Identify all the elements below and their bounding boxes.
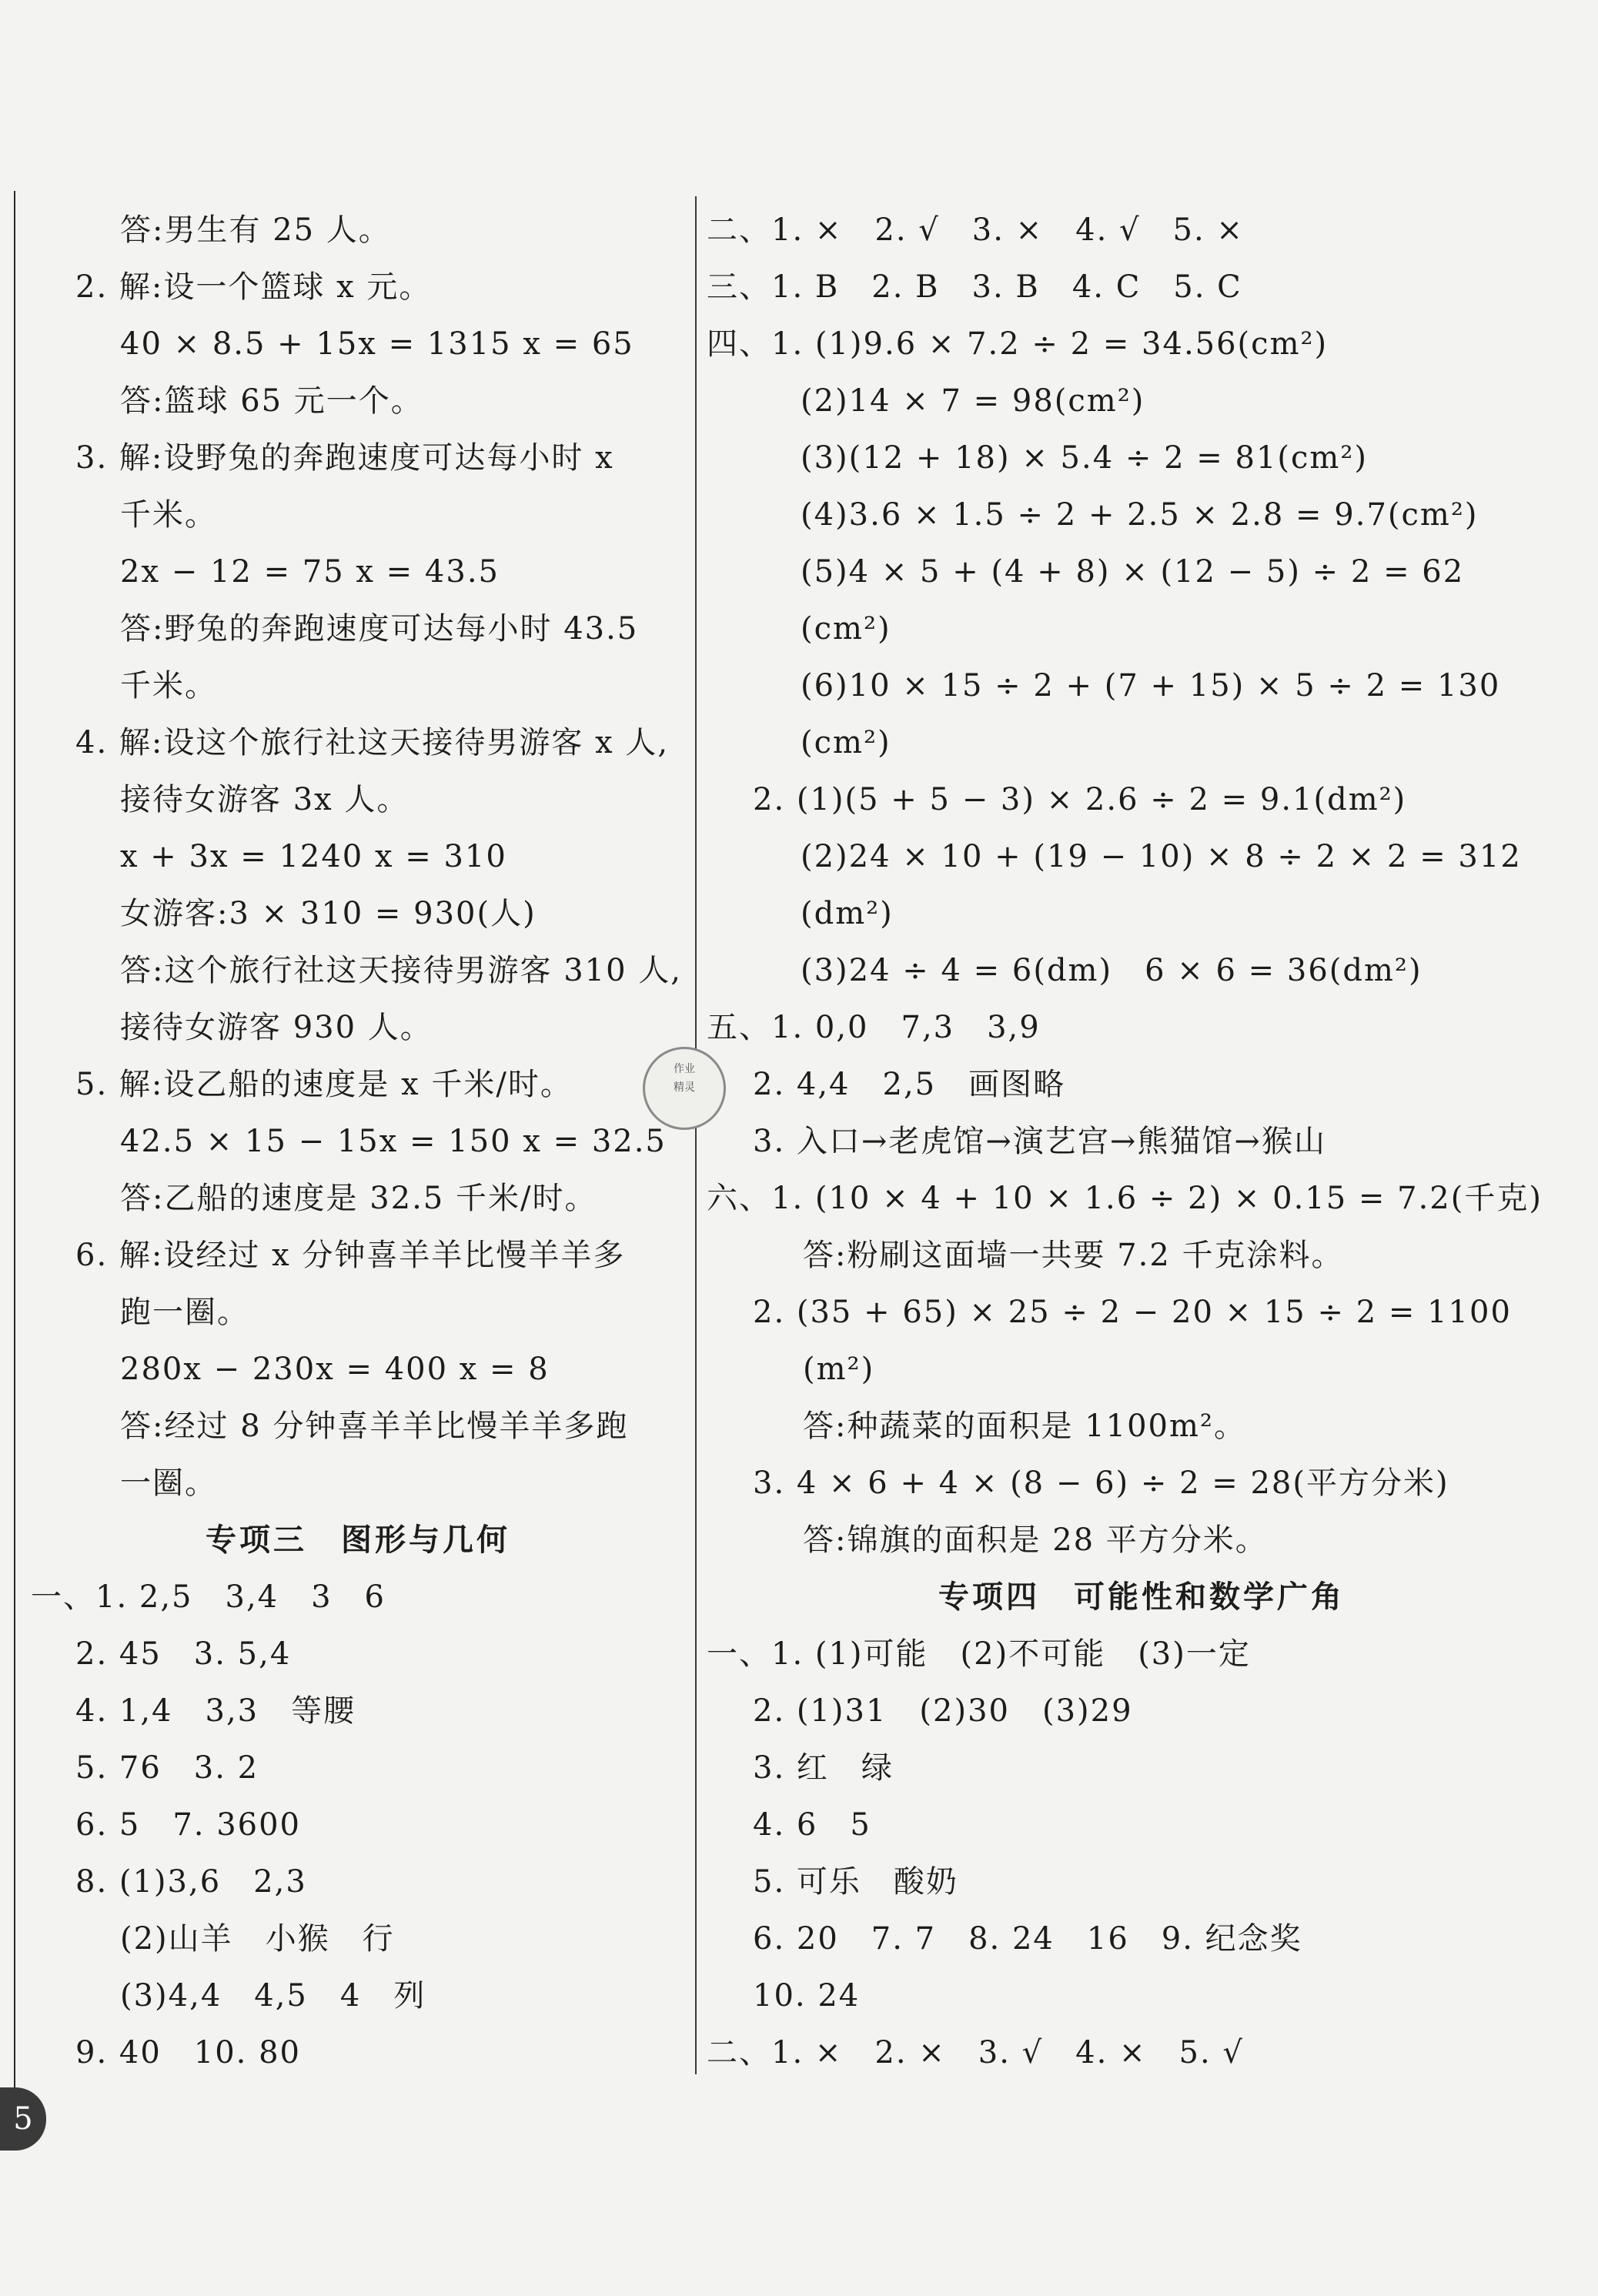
continuation-line: 跑一圈。 — [120, 1295, 249, 1330]
equation-line: x + 3x = 1240 x = 310 — [120, 839, 507, 874]
problem-line: 3. 解:设野兔的奔跑速度可达每小时 x — [75, 440, 614, 476]
equation-line: 40 × 8.5 + 15x = 1315 x = 65 — [120, 326, 634, 362]
answer-line: 答:篮球 65 元一个。 — [120, 383, 423, 419]
section-line: 三、1. B 2. B 3. B 4. C 5. C — [707, 269, 1242, 305]
subpart-line: (6)10 × 15 ÷ 2 + (7 + 15) × 5 ÷ 2 = 130 — [801, 668, 1501, 704]
section-line: 一、1. (1)可能 (2)不可能 (3)一定 — [707, 1636, 1251, 1672]
problem-line: 3. 入口→老虎馆→演艺宫→熊猫馆→猴山 — [753, 1124, 1326, 1159]
left-column — [23, 202, 685, 2081]
answer-line: 答:这个旅行社这天接待男游客 310 人, — [120, 953, 682, 988]
page-left-rule — [14, 191, 15, 2131]
answer-line: 答:锦旗的面积是 28 平方分米。 — [803, 1522, 1268, 1558]
subpart-line: (3)24 ÷ 4 = 6(dm) 6 × 6 = 36(dm²) — [801, 953, 1422, 988]
section-line: 二、1. × 2. × 3. √ 4. × 5. √ — [707, 2035, 1244, 2070]
section-line: 五、1. 0,0 7,3 3,9 — [707, 1010, 1041, 1045]
problem-line: 2. (35 + 65) × 25 ÷ 2 − 20 × 15 ÷ 2 = 1100 — [753, 1295, 1512, 1330]
equation-line: 280x − 230x = 400 x = 8 — [120, 1352, 550, 1387]
subpart-line: (5)4 × 5 + (4 + 8) × (12 − 5) ÷ 2 = 62 — [801, 554, 1465, 590]
section-line: 二、1. × 2. √ 3. × 4. √ 5. × — [707, 212, 1244, 248]
equation-line: 42.5 × 15 − 15x = 150 x = 32.5 — [120, 1124, 667, 1159]
continuation-line: (dm²) — [801, 896, 894, 931]
subpart-line: (3)4,4 4,5 4 列 — [120, 1978, 426, 2014]
right-column — [707, 202, 1576, 2081]
answer-line: 答:粉刷这面墙一共要 7.2 千克涂料。 — [803, 1238, 1344, 1273]
answer-line: 答:种蔬菜的面积是 1100m²。 — [803, 1409, 1246, 1444]
problem-line: 4. 解:设这个旅行社这天接待男游客 x 人, — [75, 725, 670, 760]
problem-line: 6. 20 7. 7 8. 24 16 9. 纪念奖 — [753, 1921, 1302, 1957]
problem-line: 5. 可乐 酸奶 — [753, 1864, 958, 1900]
problem-line: 4. 1,4 3,3 等腰 — [75, 1693, 356, 1729]
answer-line: 答:男生有 25 人。 — [120, 212, 391, 248]
equation-line: 2x − 12 = 75 x = 43.5 — [120, 554, 500, 590]
watermark-seal — [643, 1047, 726, 1130]
column-divider — [695, 196, 697, 2074]
problem-line: 5. 解:设乙船的速度是 x 千米/时。 — [75, 1067, 573, 1102]
problem-line: 9. 40 10. 80 — [75, 2035, 302, 2070]
continuation-line: (cm²) — [801, 725, 891, 760]
seal-text-top: 作业 — [674, 1063, 695, 1075]
problem-line: 8. (1)3,6 2,3 — [75, 1864, 307, 1900]
problem-line: 2. 4,4 2,5 画图略 — [753, 1067, 1066, 1102]
page-number: 5 — [0, 2087, 46, 2151]
answer-line: 答:乙船的速度是 32.5 千米/时。 — [120, 1181, 597, 1216]
problem-line: 4. 6 5 — [753, 1807, 871, 1843]
subpart-line: (4)3.6 × 1.5 ÷ 2 + 2.5 × 2.8 = 9.7(cm²) — [801, 497, 1479, 533]
problem-line: 2. 45 3. 5,4 — [75, 1636, 292, 1672]
problem-line: 2. (1)31 (2)30 (3)29 — [753, 1693, 1133, 1729]
problem-line: 2. (1)(5 + 5 − 3) × 2.6 ÷ 2 = 9.1(dm²) — [753, 782, 1407, 817]
section-line: 一、1. 2,5 3,4 3 6 — [31, 1579, 386, 1615]
seal-text-bottom: 精灵 — [674, 1081, 695, 1094]
problem-line: 5. 76 3. 2 — [75, 1750, 259, 1786]
section-line: 四、1. (1)9.6 × 7.2 ÷ 2 = 34.56(cm²) — [707, 326, 1329, 362]
equation-line: 女游客:3 × 310 = 930(人) — [120, 896, 537, 931]
problem-line: 3. 红 绿 — [753, 1750, 894, 1786]
problem-line: 2. 解:设一个篮球 x 元。 — [75, 269, 432, 305]
problem-line: 6. 5 7. 3600 — [75, 1807, 302, 1843]
continuation-line: 接待女游客 3x 人。 — [120, 782, 410, 817]
subpart-line: (2)14 × 7 = 98(cm²) — [801, 383, 1145, 419]
answer-line: 答:野兔的奔跑速度可达每小时 43.5 — [120, 611, 639, 647]
continuation-line: 千米。 — [120, 668, 217, 704]
section-heading: 专项四 可能性和数学广角 — [938, 1579, 1345, 1615]
continuation-line: 一圈。 — [120, 1465, 217, 1501]
problem-line: 6. 解:设经过 x 分钟喜羊羊比慢羊羊多 — [75, 1238, 626, 1273]
answer-line: 答:经过 8 分钟喜羊羊比慢羊羊多跑 — [120, 1409, 629, 1444]
problem-line: 3. 4 × 6 + 4 × (8 − 6) ÷ 2 = 28(平方分米) — [753, 1465, 1449, 1501]
continuation-line: (m²) — [803, 1352, 875, 1387]
subpart-line: (2)山羊 小猴 行 — [120, 1921, 395, 1957]
problem-line: 10. 24 — [753, 1978, 861, 2014]
continuation-line: 接待女游客 930 人。 — [120, 1010, 433, 1045]
section-line: 六、1. (10 × 4 + 10 × 1.6 ÷ 2) × 0.15 = 7.2(千克) — [707, 1181, 1543, 1216]
section-heading: 专项三 图形与几何 — [206, 1522, 510, 1558]
continuation-line: 千米。 — [120, 497, 217, 533]
subpart-line: (3)(12 + 18) × 5.4 ÷ 2 = 81(cm²) — [801, 440, 1368, 476]
subpart-line: (2)24 × 10 + (19 − 10) × 8 ÷ 2 × 2 = 312 — [801, 839, 1522, 874]
continuation-line: (cm²) — [801, 611, 891, 647]
